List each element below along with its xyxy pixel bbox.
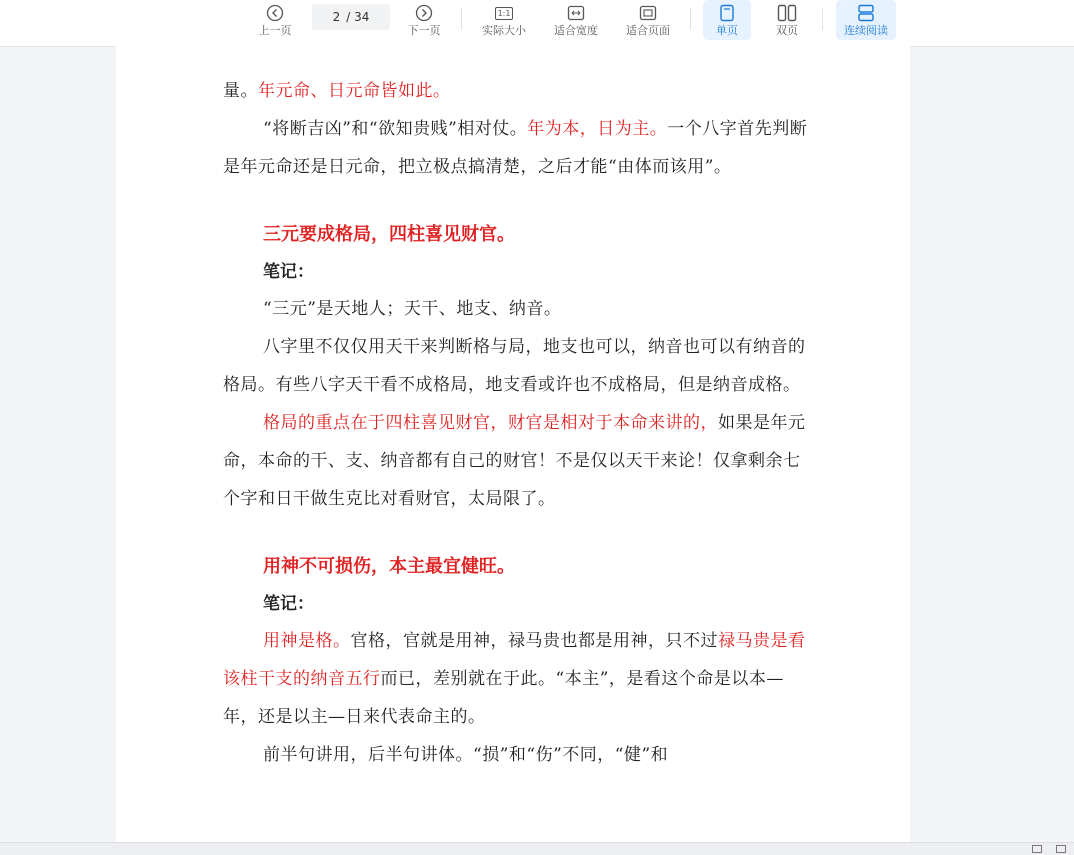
single-page-label: 单页 bbox=[716, 24, 738, 37]
actual-size-label: 实际大小 bbox=[482, 24, 526, 37]
text-run: 量。 bbox=[223, 81, 258, 101]
fit-page-button[interactable] bbox=[620, 0, 676, 46]
note-label: 笔记： bbox=[263, 594, 314, 614]
spacer bbox=[223, 518, 813, 548]
actual-size-icon: 1:1 bbox=[495, 2, 514, 24]
note-label: 笔记： bbox=[263, 262, 314, 282]
highlighted-text: 年元命、日元命皆如此。 bbox=[258, 81, 451, 101]
text-run: 官格，官就是用神，禄马贵也都是用神，只不过 bbox=[350, 631, 718, 651]
single-page-button[interactable] bbox=[703, 0, 751, 40]
toolbar-divider bbox=[822, 8, 823, 30]
chevron-left-icon bbox=[266, 2, 284, 24]
chevron-right-icon bbox=[415, 2, 433, 24]
layout-icon[interactable] bbox=[1056, 845, 1066, 853]
double-page-button[interactable] bbox=[766, 0, 808, 46]
text-run: 如果是年元命，本命的干、支、纳音都有自己的财官！不是仅以天干来论！仅拿剩余七个字和日干做生克比对看财官，太局限了。 bbox=[223, 413, 806, 509]
paragraph bbox=[223, 622, 813, 736]
highlighted-text: 格局的重点在于四柱喜见财官，财官是相对于本命来讲的， bbox=[263, 413, 718, 433]
highlighted-text: 禄马贵是看该柱干支的纳音五行 bbox=[223, 631, 806, 689]
highlighted-text: 用神是格。 bbox=[263, 631, 351, 651]
spacer bbox=[223, 186, 813, 216]
current-page: 2 bbox=[332, 10, 341, 24]
paragraph bbox=[223, 72, 813, 110]
toolbar-divider bbox=[690, 8, 691, 30]
prev-page-label: 上一页 bbox=[258, 24, 292, 37]
toolbar-divider bbox=[461, 8, 462, 30]
paragraph: 八字里不仅仅用天干来判断格与局，地支也可以，纳音也可以有纳音的格局。有些八字天干看不成格局，地支看或许也不成格局，但是纳音成格。 bbox=[223, 337, 806, 395]
continuous-reading-icon bbox=[857, 2, 875, 24]
toolbar bbox=[0, 0, 1074, 46]
highlighted-text: 年为本，日为主。 bbox=[527, 119, 668, 139]
single-page-icon bbox=[719, 2, 735, 24]
paragraph bbox=[223, 404, 813, 518]
text-run: “将断吉凶”和“欲知贵贱”相对仗。 bbox=[263, 119, 528, 139]
next-page-button[interactable] bbox=[403, 0, 445, 46]
prev-page-button[interactable] bbox=[254, 0, 296, 46]
total-pages: / 34 bbox=[346, 10, 370, 24]
document-content bbox=[223, 72, 813, 774]
fit-width-icon bbox=[567, 2, 585, 24]
text-run: 一个八字首先判断是年元命还是日元命，把立极点搞清楚，之后才能“由体而该用”。 bbox=[223, 119, 808, 177]
double-page-icon bbox=[777, 2, 797, 24]
actual-size-button[interactable] bbox=[476, 0, 532, 46]
text-run: 而已，差别就在于此。“本主”，是看这个命是以本—年，还是以主—日来代表命主的。 bbox=[223, 669, 784, 727]
double-page-label: 双页 bbox=[776, 24, 798, 37]
status-bar bbox=[0, 842, 1074, 855]
next-page-label: 下一页 bbox=[407, 24, 441, 37]
fit-width-label: 适合宽度 bbox=[554, 24, 598, 37]
paragraph: “三元”是天地人；天干、地支、纳音。 bbox=[263, 299, 562, 319]
page-number-input[interactable] bbox=[312, 4, 390, 30]
continuous-reading-button[interactable] bbox=[836, 0, 896, 40]
fit-width-button[interactable] bbox=[548, 0, 604, 46]
page-view-icon[interactable] bbox=[1032, 845, 1042, 853]
section-heading: 用神不可损伤，本主最宜健旺。 bbox=[263, 556, 515, 577]
fit-page-label: 适合页面 bbox=[626, 24, 670, 37]
section-heading: 三元要成格局，四柱喜见财官。 bbox=[263, 224, 515, 245]
continuous-reading-label: 连续阅读 bbox=[844, 24, 888, 37]
fit-page-icon bbox=[639, 2, 657, 24]
paragraph bbox=[223, 110, 813, 186]
paragraph: 前半句讲用，后半句讲体。“损”和“伤”不同，“健”和 bbox=[263, 745, 669, 765]
